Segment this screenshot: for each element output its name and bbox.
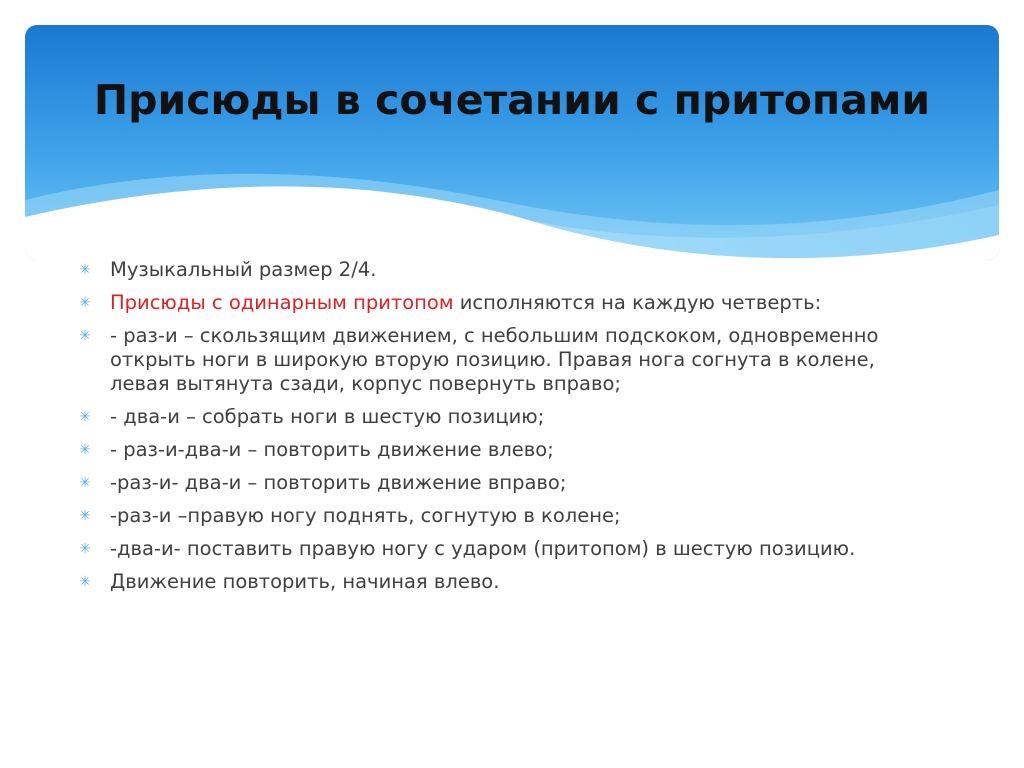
list-item-text: Музыкальный размер 2/4.	[110, 258, 377, 281]
list-item-text: - два-и – собрать ноги в шестую позицию;	[110, 405, 545, 428]
asterisk-bullet-icon: ✳	[79, 262, 91, 278]
list-item-text: исполняются на каждую четверть:	[453, 291, 822, 314]
asterisk-bullet-icon: ✳	[79, 295, 91, 311]
list-item	[78, 405, 938, 429]
asterisk-bullet-icon: ✳	[79, 574, 91, 590]
asterisk-bullet-icon: ✳	[79, 541, 91, 557]
asterisk-bullet-icon: ✳	[79, 409, 91, 425]
asterisk-bullet-icon: ✳	[79, 508, 91, 524]
list-item-text: -два-и- поставить правую ногу с ударом (притопом) в шестую позицию.	[110, 537, 856, 560]
list-item-text: Движение повторить, начиная влево.	[110, 570, 500, 593]
list-item	[78, 570, 938, 594]
list-item-text: - раз-и – скользящим движением, с небольшим подскоком, одновременно открыть ноги в широкую вторую позицию. Правая нога согнута в колене, левая вытянута сзади, корпус повернуть вправо;	[110, 324, 879, 395]
list-item	[78, 438, 938, 462]
asterisk-bullet-icon: ✳	[79, 475, 91, 491]
list-item-text: -раз-и- два-и – повторить движение вправо;	[110, 471, 567, 494]
list-item	[78, 258, 938, 282]
list-item-text: - раз-и-два-и – повторить движение влево;	[110, 438, 554, 461]
wave-graphic	[25, 25, 999, 260]
slide-title: Присюды в сочетании с притопами	[93, 76, 931, 124]
list-item	[78, 537, 938, 561]
bullet-list	[78, 258, 938, 603]
list-item	[78, 324, 938, 396]
list-item	[78, 504, 938, 528]
list-item-accent-text: Присюды с одинарным притопом	[110, 291, 454, 314]
list-item-text: -раз-и –правую ногу поднять, согнутую в колене;	[110, 504, 621, 527]
list-item	[78, 471, 938, 495]
list-item	[78, 291, 938, 315]
header-wave-background	[25, 25, 999, 260]
asterisk-bullet-icon: ✳	[79, 442, 91, 458]
asterisk-bullet-icon: ✳	[79, 328, 91, 344]
